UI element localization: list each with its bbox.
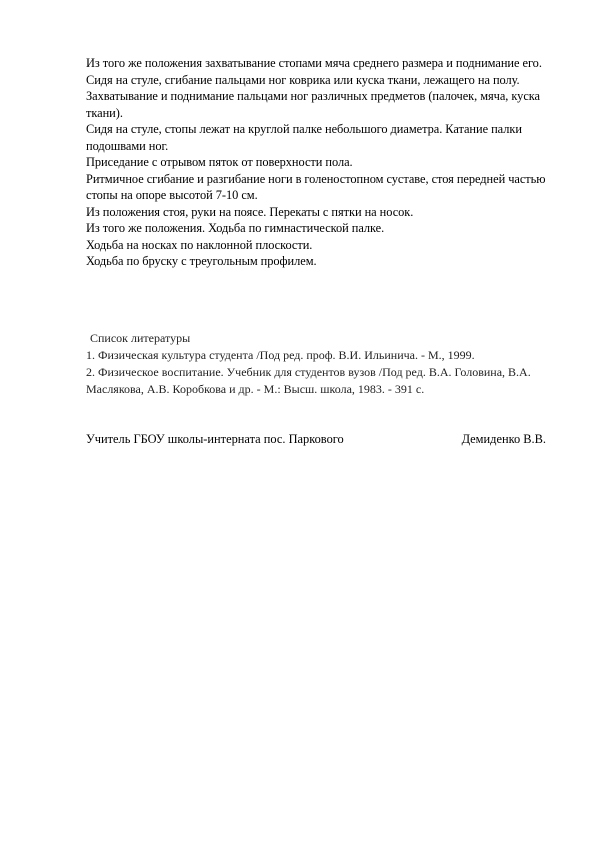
literature-item: 1. Физическая культура студента /Под ред. проф. В.И. Ильинича. - М., 1999.	[86, 348, 475, 362]
literature-title: Список литературы	[90, 331, 191, 345]
exercise-item: Из положения стоя, руки на поясе. Перекаты с пятки на носок.	[86, 204, 414, 219]
exercise-list	[86, 55, 556, 270]
exercise-item: Ходьба на носках по наклонной плоскости.	[86, 237, 313, 252]
exercise-item: Из того же положения. Ходьба по гимнастической палке.	[86, 221, 385, 235]
exercise-item: Ритмичное сгибание и разгибание ноги в голеностопном суставе, стоя передней частью стопы на опоре высотой 7-10 см.	[86, 171, 546, 202]
signature-line	[86, 431, 546, 448]
exercise-item: Из того же положения захватывание стопами мяча среднего размера и поднимание его.	[86, 56, 542, 70]
exercise-item: Сидя на стуле, стопы лежат на круглой палке небольшого диаметра. Катание палки подошвами ног.	[86, 122, 522, 153]
signature-position: Учитель ГБОУ школы-интерната пос. Паркового	[86, 432, 344, 446]
exercise-item: Ходьба по бруску с треугольным профилем.	[86, 254, 317, 268]
exercise-item: Сидя на стуле, сгибание пальцами ног коврика или куска ткани, лежащего на полу.	[86, 72, 520, 87]
literature-section	[86, 330, 556, 398]
literature-item: 2. Физическое воспитание. Учебник для студентов вузов /Под ред. В.А. Головина, В.А. Маслякова, А.В. Коробкова и др. - М.: Высш. школа, 1983. - 391 с.	[86, 365, 531, 396]
signature-name: Демиденко В.В.	[461, 432, 546, 446]
exercise-item: Захватывание и поднимание пальцами ног различных предметов (палочек, мяча, куска ткани).	[86, 89, 541, 120]
exercise-item: Приседание с отрывом пяток от поверхности пола.	[86, 155, 353, 169]
